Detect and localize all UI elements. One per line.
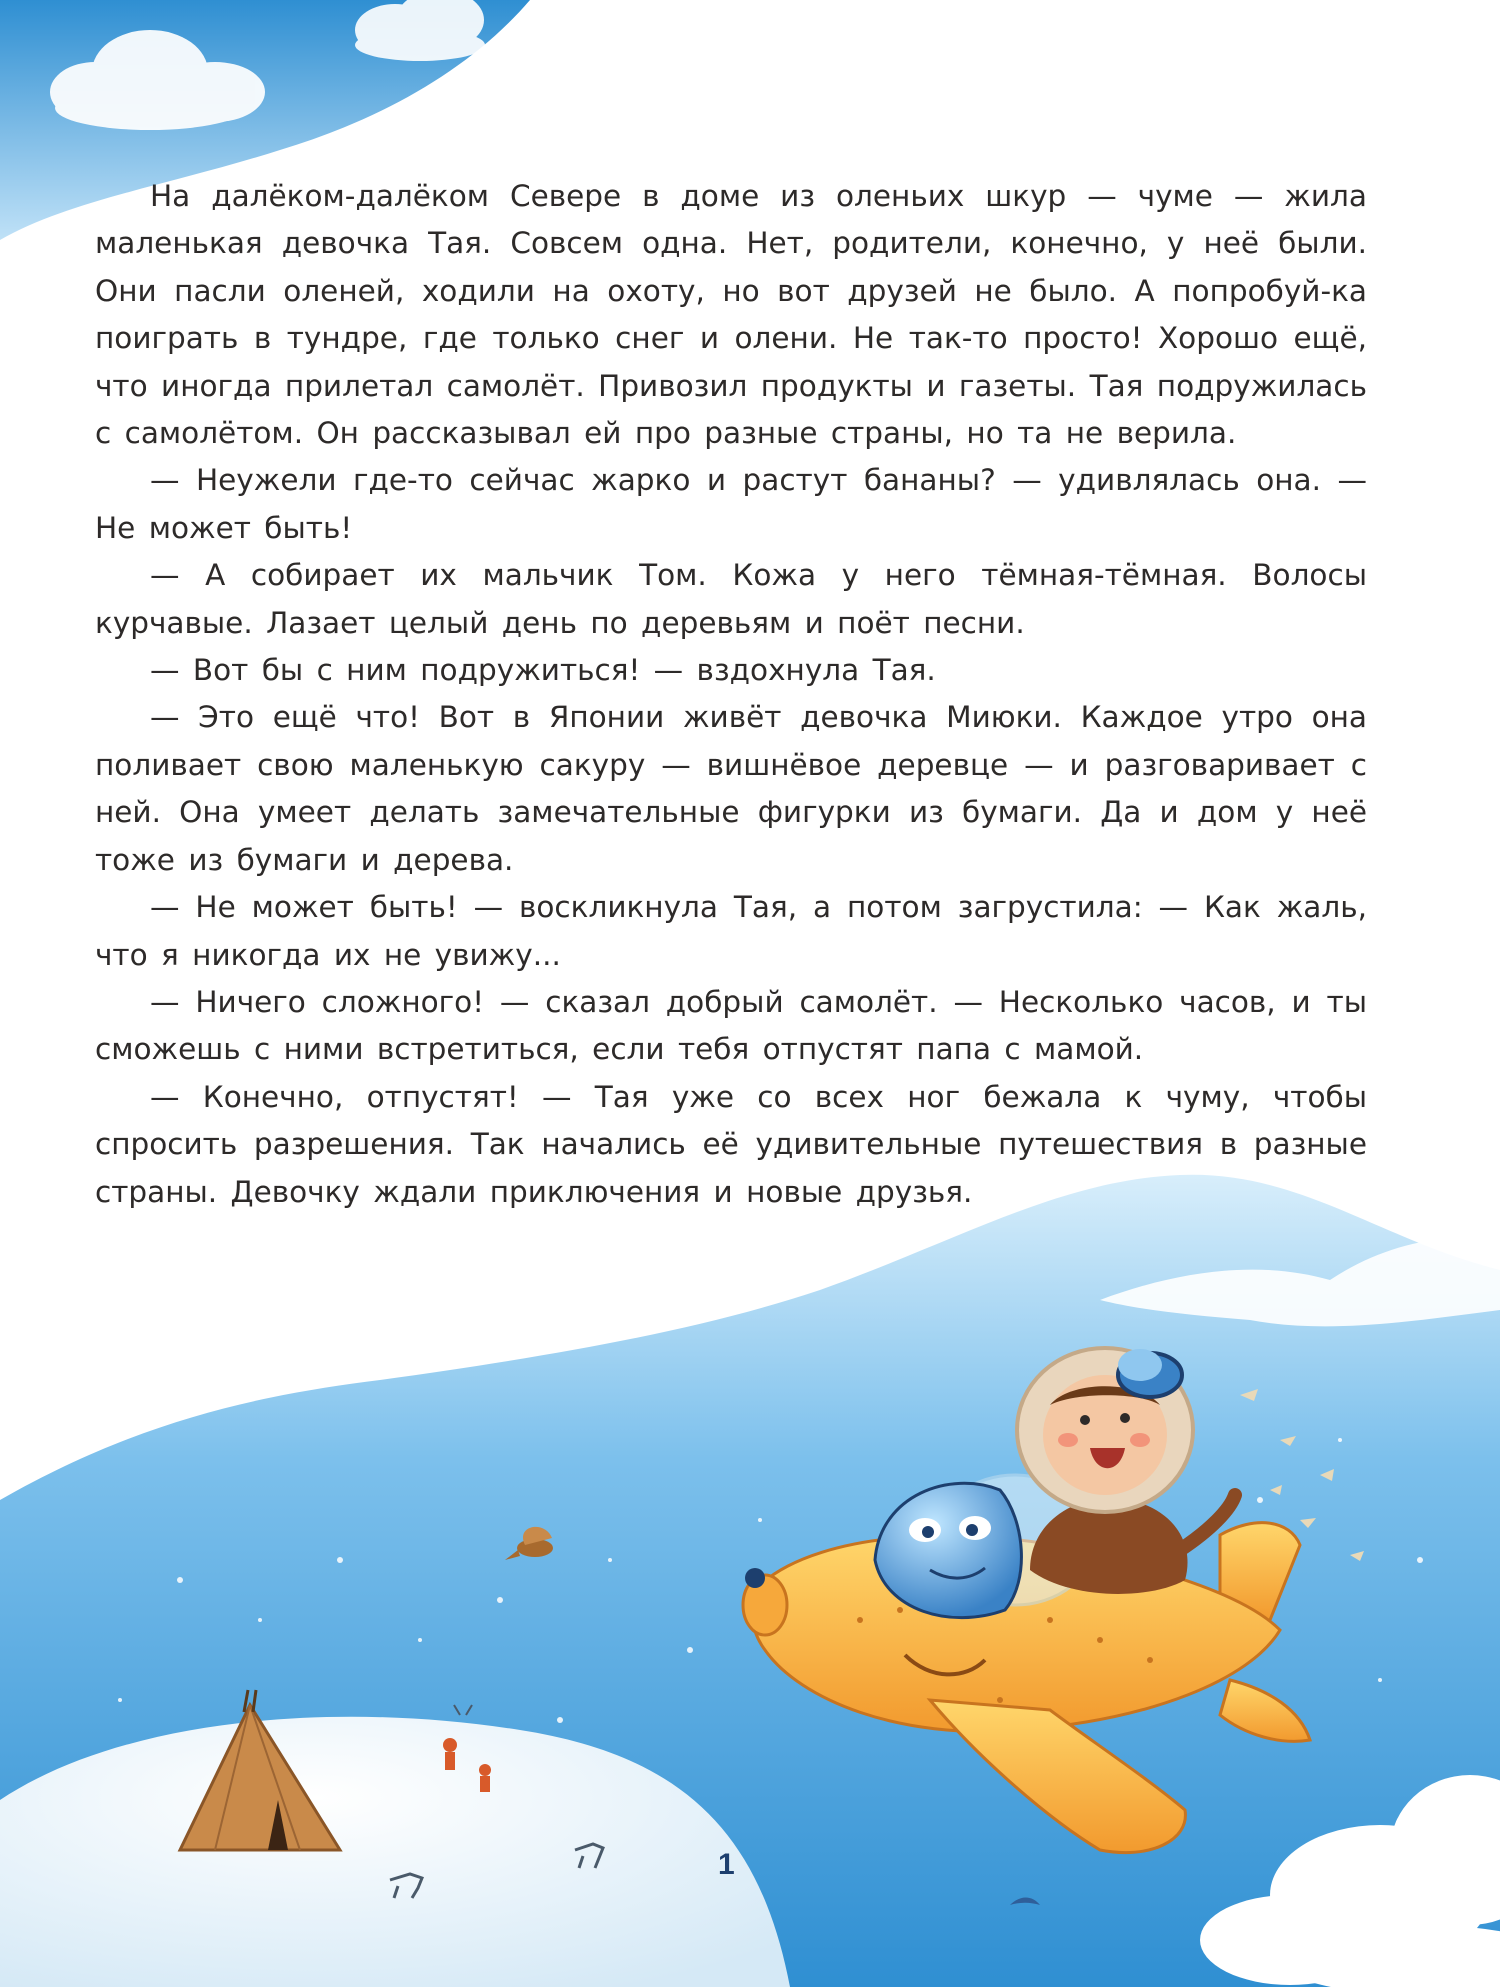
paragraph: — Неужели где-то сейчас жарко и растут бананы? — удивлялась она. — Не может быть! — [95, 463, 1367, 545]
paragraph: На далёком-далёком Севере в доме из оленьих шкур — чуме — жила маленькая девочка Тая. Совсем одна. Нет, родители, конечно, у неё были. Они пасли оленей, ходили на охоту, но вот друзей не было. А попробуй-ка поиграть в тундре, где только снег и олени. Не так-то просто! Хорошо ещё, что иногда прилетал самолёт. Привозил продукты и газеты. Тая подружилась с самолётом. Он рассказывал ей про разные страны, но та не верила. — [95, 179, 1367, 451]
paragraph: — Это ещё что! Вот в Японии живёт девочка Миюки. Каждое утро она поливает свою маленькую сакуру — вишнёвое деревце — и разговаривает с ней. Она умеет делать замечательные фигурки из бумаги. Да и дом у неё тоже из бумаги и дерева. — [95, 700, 1367, 877]
paragraph: — Не может быть! — воскликнула Тая, а потом загрустила: — Как жаль, что я никогда их не увижу... — [95, 890, 1367, 972]
paragraph: — Ничего сложного! — сказал добрый самолёт. — Несколько часов, и ты сможешь с ними встретиться, если тебя отпустят папа с мамой. — [95, 984, 1367, 1067]
paragraph: — А собирает их мальчик Том. Кожа у него тёмная-тёмная. Волосы курчавые. Лазает целый день по деревьям и поёт песни. — [95, 558, 1367, 640]
page-number: 1 — [718, 1848, 735, 1881]
paragraph: — Конечно, отпустят! — Тая уже со всех ног бежала к чуму, чтобы спросить разрешения. Так начались её удивительные путешествия в разные страны. Девочку ждали приключения и новые друзья. — [95, 1079, 1367, 1209]
cloud — [355, 0, 485, 61]
story-text — [95, 173, 1367, 1216]
paragraph: — Вот бы с ним подружиться! — вздохнула Тая. — [150, 653, 936, 688]
